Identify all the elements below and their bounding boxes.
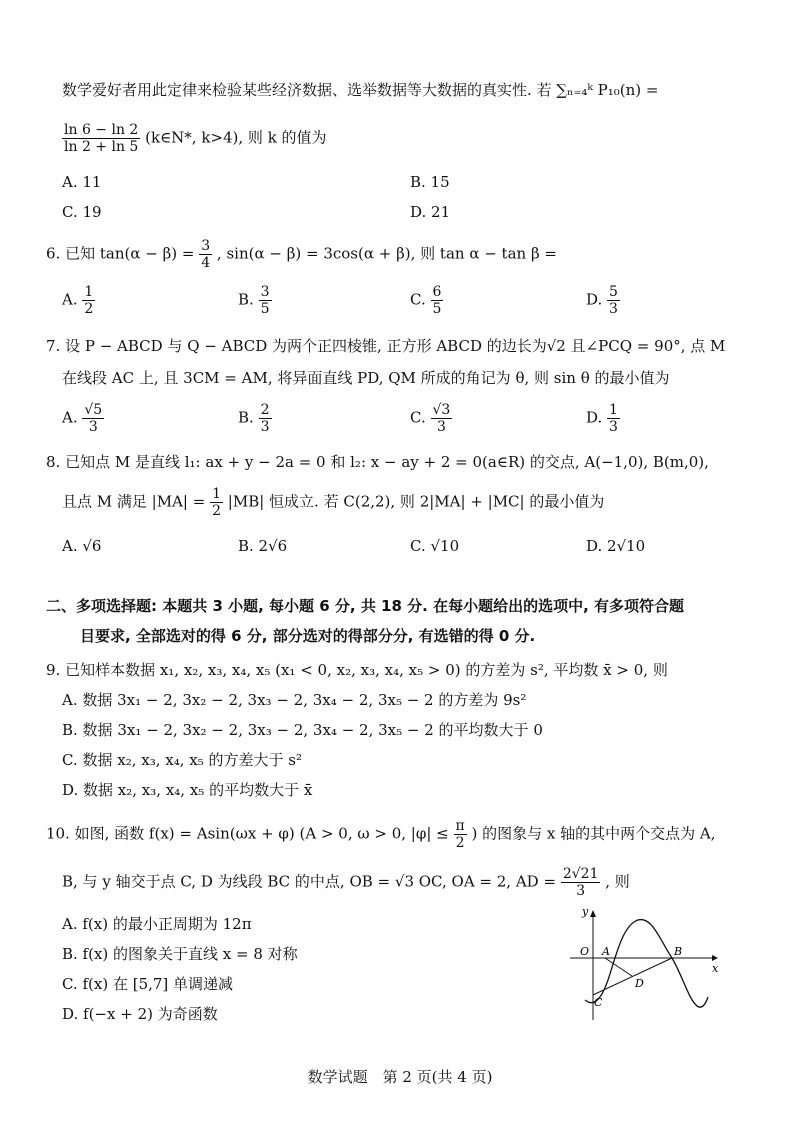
q6-option-b-label: B.: [238, 290, 254, 309]
q6-b-den: 5: [260, 301, 270, 317]
q7-a-den: 3: [88, 419, 98, 435]
q10-option-b: B. f(x) 的图象关于直线 x = 8 对称: [62, 945, 298, 963]
q10-option-d: D. f(−x + 2) 为奇函数: [62, 1005, 218, 1023]
q5-stem-line2: [62, 122, 327, 155]
q6-option-c-label: C.: [410, 290, 426, 309]
q6-option-b-frac: [259, 284, 272, 317]
q10-phi-num: π: [455, 818, 465, 834]
q10-phi-fraction: [454, 818, 467, 851]
q8-option-d: D. 2√10: [586, 537, 646, 555]
q6-tail: , sin(α − β) = 3cos(α + β), 则 tan α − tan β =: [216, 244, 557, 263]
q7-option-c: [410, 402, 452, 435]
q8-stem-line1: 8. 已知点 M 是直线 l₁: ax + y − 2a = 0 和 l₂: x − ay + 2 = 0(a∈R) 的交点, A(−1,0), B(m,0),: [46, 453, 709, 471]
q6-frac-num: 3: [201, 238, 211, 254]
q10-line2-post: , 则: [605, 872, 630, 891]
q7-stem-line2: 在线段 AC 上, 且 3CM = AM, 将异面直线 PD, QM 所成的角记为 θ, 则 sin θ 的最小值为: [62, 369, 670, 387]
q7-option-c-frac: [431, 402, 453, 435]
q7-b-den: 3: [260, 419, 270, 435]
q9-stem: 9. 已知样本数据 x₁, x₂, x₃, x₄, x₅ (x₁ < 0, x₂, x₃, x₄, x₅ > 0) 的方差为 s², 平均数 x̄ > 0, 则: [46, 661, 668, 679]
q6-frac-den: 4: [201, 255, 211, 271]
q6-option-c-frac: [431, 284, 444, 317]
section2-heading-line2: 目要求, 全部选对的得 6 分, 部分选对的得部分分, 有选错的得 0 分.: [80, 627, 536, 645]
graph-label-y: y: [582, 905, 589, 918]
q6-fraction: [199, 238, 212, 271]
q7-option-d-frac: [607, 402, 620, 435]
q10-stem-line2: [62, 866, 630, 899]
q9-option-d: D. 数据 x₂, x₃, x₄, x₅ 的平均数大于 x̄: [62, 781, 313, 799]
q6-prefix: 6. 已知 tan(α − β) =: [46, 244, 195, 263]
q8-fraction: [210, 486, 223, 519]
q5-stem-line1: 数学爱好者用此定律来检验某些经济数据、选举数据等大数据的真实性. 若 ∑ₙ₌₄ᵏ P₁₀(n) =: [62, 81, 659, 99]
q8-option-b: B. 2√6: [238, 537, 288, 555]
q5-option-c: C. 19: [62, 203, 102, 221]
q6-option-a-frac: [82, 284, 95, 317]
q7-option-a: [62, 402, 104, 435]
q5-frac-den: ln 2 + ln 5: [64, 139, 139, 155]
q6-option-d-frac: [607, 284, 620, 317]
q7-c-den: 3: [436, 419, 446, 435]
graph-label-b: B: [674, 945, 683, 958]
y-axis-arrow-icon: [590, 910, 596, 917]
q6-a-den: 2: [84, 301, 94, 317]
q7-option-a-label: A.: [62, 408, 78, 427]
q10-option-c: C. f(x) 在 [5,7] 单调递减: [62, 975, 234, 993]
q8-frac-num: 1: [212, 486, 222, 502]
q7-option-b-label: B.: [238, 408, 254, 427]
q7-option-c-label: C.: [410, 408, 426, 427]
q6-d-num: 5: [609, 284, 618, 300]
page-footer: 数学试题 第 2 页(共 4 页): [307, 1068, 493, 1086]
q5-stem-tail: (k∈N*, k>4), 则 k 的值为: [145, 128, 327, 147]
q10-phi-den: 2: [455, 835, 465, 851]
q7-stem-line1: 7. 设 P − ABCD 与 Q − ABCD 为两个正四棱锥, 正方形 ABCD 的边长为√2 且∠PCQ = 90°, 点 M: [46, 337, 726, 355]
q8-line2-pre: 且点 M 满足 |MA| =: [62, 492, 206, 511]
q6-b-num: 3: [260, 284, 270, 300]
q10-function-graph: [560, 905, 720, 1025]
sine-curve: [585, 920, 708, 1008]
q10-ad-num: 2√21: [562, 866, 599, 882]
q10-line1-pre: 10. 如图, 函数 f(x) = Asin(ωx + φ) (A > 0, ω > 0, |φ| ≤: [46, 824, 449, 843]
segment-ad: [605, 958, 632, 976]
q8-option-a: A. √6: [62, 537, 102, 555]
q7-option-d-label: D.: [586, 408, 603, 427]
q10-option-a: A. f(x) 的最小正周期为 12π: [62, 915, 252, 933]
graph-label-x: x: [712, 962, 719, 975]
x-axis-arrow-icon: [712, 955, 718, 961]
q5-option-b: B. 15: [410, 173, 450, 191]
graph-label-o: O: [580, 945, 590, 958]
q7-option-a-frac: [82, 402, 104, 435]
graph-label-c: C: [594, 996, 603, 1009]
q6-option-d: [586, 284, 620, 317]
graph-label-a: A: [602, 945, 610, 958]
q8-option-c: C. √10: [410, 537, 460, 555]
q7-c-num: √3: [432, 402, 451, 418]
q7-option-d: [586, 402, 620, 435]
q10-line2-pre: B, 与 y 轴交于点 C, D 为线段 BC 的中点, OB = √3 OC, OA = 2, AD =: [62, 872, 557, 891]
q9-option-a: A. 数据 3x₁ − 2, 3x₂ − 2, 3x₃ − 2, 3x₄ − 2, 3x₅ − 2 的方差为 9s²: [62, 691, 527, 709]
q5-fraction: [62, 122, 140, 155]
q10-ad-den: 3: [576, 883, 586, 899]
q10-ad-fraction: [561, 866, 601, 899]
graph-label-d: D: [635, 977, 644, 990]
q8-line2-post: |MB| 恒成立. 若 C(2,2), 则 2|MA| + |MC| 的最小值为: [227, 492, 605, 511]
q6-c-den: 5: [432, 301, 442, 317]
q5-frac-num: ln 6 − ln 2: [64, 122, 139, 138]
q10-stem-line1: [46, 818, 716, 851]
q7-option-b-frac: [259, 402, 272, 435]
section2-heading-line1: 二、多项选择题: 本题共 3 小题, 每小题 6 分, 共 18 分. 在每小题给出的选项中, 有多项符合题: [46, 597, 684, 615]
q8-frac-den: 2: [212, 503, 222, 519]
q7-option-b: [238, 402, 272, 435]
q6-stem: [46, 238, 557, 271]
q6-option-c: [410, 284, 443, 317]
q5-option-d: D. 21: [410, 203, 451, 221]
q6-option-a-label: A.: [62, 290, 78, 309]
q6-c-num: 6: [432, 284, 442, 300]
q6-a-num: 1: [84, 284, 94, 300]
q9-option-b: B. 数据 3x₁ − 2, 3x₂ − 2, 3x₃ − 2, 3x₄ − 2, 3x₅ − 2 的平均数大于 0: [62, 721, 543, 739]
q7-d-num: 1: [609, 402, 618, 418]
q7-d-den: 3: [609, 419, 618, 435]
q7-a-num: √5: [84, 402, 103, 418]
q9-option-c: C. 数据 x₂, x₃, x₄, x₅ 的方差大于 s²: [62, 751, 302, 769]
q6-option-d-label: D.: [586, 290, 603, 309]
q8-stem-line2: [62, 486, 604, 519]
q6-d-den: 3: [609, 301, 618, 317]
q6-option-b: [238, 284, 272, 317]
segment-bc: [593, 958, 672, 995]
q7-b-num: 2: [260, 402, 270, 418]
q10-line1-post: ) 的图象与 x 轴的其中两个交点为 A,: [471, 824, 716, 843]
q5-option-a: A. 11: [62, 173, 102, 191]
q6-option-a: [62, 284, 95, 317]
